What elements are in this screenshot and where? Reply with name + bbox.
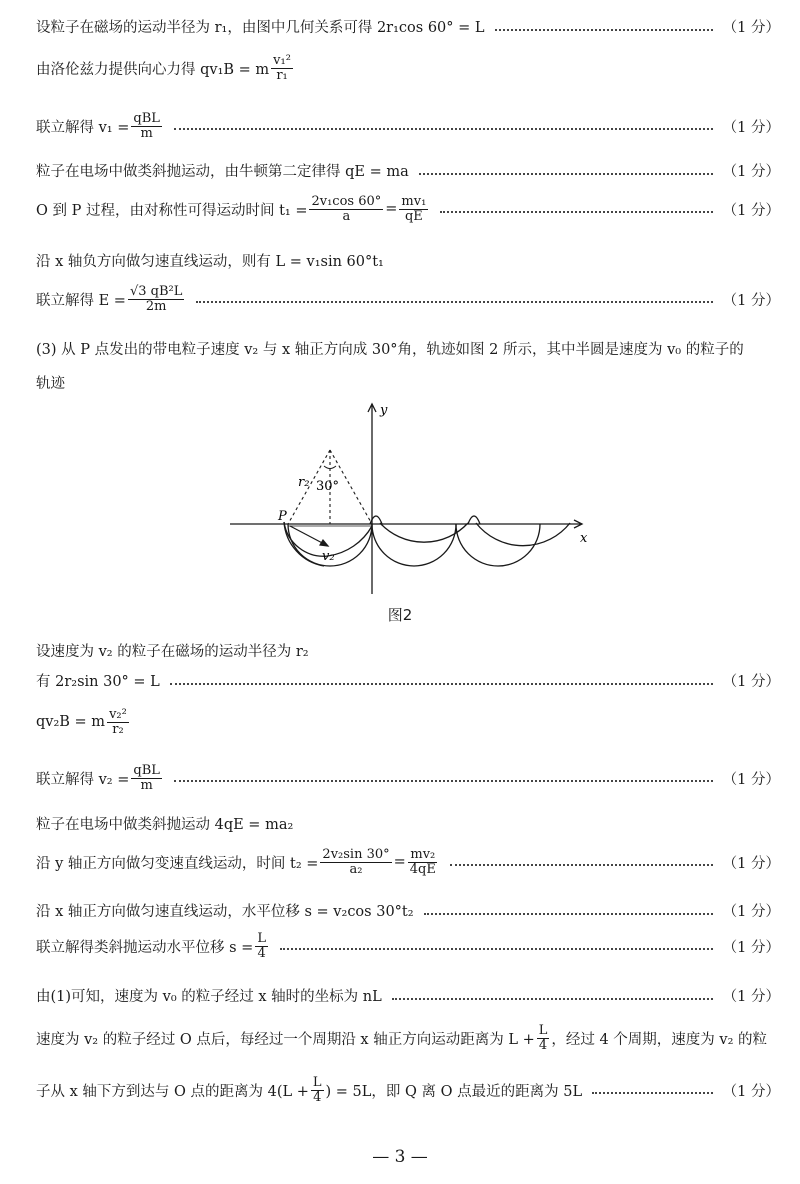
line-text: 粒子在电场中做类斜抛运动，由牛顿第二定律得 qE = ma bbox=[36, 164, 409, 180]
point-p-label: P bbox=[278, 509, 287, 524]
fraction-numerator: L bbox=[257, 931, 266, 946]
leader-dots bbox=[424, 913, 713, 915]
x-axis-label: x bbox=[580, 531, 588, 546]
line-text: 有 2r₂sin 30° = L bbox=[36, 674, 160, 690]
fraction-denominator: r₁ bbox=[276, 67, 288, 83]
solution-line-3 bbox=[36, 112, 780, 140]
line-text: 设粒子在磁场的运动半径为 r₁，由图中几何关系可得 2r₁cos 60° = L bbox=[36, 20, 485, 36]
fraction bbox=[311, 1076, 324, 1104]
fraction-denominator: 4 bbox=[257, 945, 266, 961]
leader-dots bbox=[440, 211, 712, 213]
solution-line-12 bbox=[36, 813, 780, 834]
leader-dots bbox=[495, 29, 713, 31]
score-label: （1 分） bbox=[722, 939, 780, 956]
line-text: 沿 x 轴正方向做匀速直线运动，水平位移 s = v₂cos 30°t₂ bbox=[36, 904, 414, 920]
fraction bbox=[107, 708, 129, 736]
leader-dots bbox=[592, 1092, 713, 1094]
score-label: （1 分） bbox=[722, 989, 780, 1005]
equals-sign: = bbox=[385, 201, 398, 218]
line-text: 设速度为 v₂ 的粒子在磁场的运动半径为 r₂ bbox=[36, 644, 309, 660]
leader-dots bbox=[174, 780, 713, 782]
fraction-denominator: r₂ bbox=[112, 721, 124, 737]
score-label: （1 分） bbox=[722, 904, 780, 920]
fraction-numerator: L bbox=[538, 1023, 548, 1038]
line-text: 沿 x 轴负方向做匀速直线运动，则有 L = v₁sin 60°t₁ bbox=[36, 254, 384, 270]
score-label: （1 分） bbox=[722, 1083, 780, 1100]
line-text: 由(1)可知，速度为 v₀ 的粒子经过 x 轴时的坐标为 nL bbox=[36, 989, 382, 1005]
part-3-intro: (3) 从 P 点发出的带电粒子速度 v₂ 与 x 轴正方向成 30°角，轨迹如图 2 所示，其中半圆是速度为 v₀ 的粒子的 bbox=[36, 342, 744, 358]
velocity-v2-label: v₂ bbox=[322, 549, 335, 564]
line-text: 子从 x 轴下方到达与 O 点的距离为 4(L + bbox=[36, 1083, 309, 1100]
fraction-denominator: 4 bbox=[538, 1037, 548, 1053]
solution-line-8 bbox=[36, 640, 780, 661]
fraction-numerator: mv₁ bbox=[401, 194, 427, 209]
score-label: （1 分） bbox=[722, 674, 780, 690]
line-text: 联立解得 v₂ = bbox=[36, 771, 130, 788]
fraction-denominator: a₂ bbox=[349, 861, 363, 877]
fraction-numerator: L bbox=[312, 1075, 322, 1090]
solution-line-17 bbox=[36, 1024, 780, 1052]
score-label: （1 分） bbox=[722, 164, 780, 180]
solution-line-2 bbox=[36, 54, 780, 82]
leader-dots bbox=[170, 683, 713, 685]
arc-trajectory-1 bbox=[284, 522, 324, 566]
line-text: 由洛伦兹力提供向心力得 qv₁B = m bbox=[36, 61, 270, 78]
fraction bbox=[271, 54, 293, 82]
score-label: （1 分） bbox=[722, 20, 780, 36]
y-axis-label: y bbox=[380, 403, 388, 418]
bump-2 bbox=[468, 516, 480, 524]
line-text: 粒子在电场中做类斜抛运动 4qE = ma₂ bbox=[36, 817, 294, 833]
line-text: 速度为 v₂ 的粒子经过 O 点后，每经过一个周期沿 x 轴正方向运动距离为 L + bbox=[36, 1031, 535, 1048]
part-3-intro-cont: 轨迹 bbox=[36, 376, 65, 392]
solution-line-1 bbox=[36, 16, 780, 37]
fraction-numerator: √3 qB²L bbox=[129, 284, 183, 299]
solution-line-18 bbox=[36, 1076, 780, 1104]
equals-sign: = bbox=[393, 854, 406, 871]
leader-dots bbox=[174, 128, 713, 130]
leader-dots bbox=[196, 301, 712, 303]
leader-dots bbox=[419, 173, 713, 175]
trajectory-figure bbox=[224, 396, 604, 626]
solution-line-6 bbox=[36, 250, 780, 271]
fraction bbox=[309, 195, 383, 223]
solution-line-15 bbox=[36, 932, 780, 960]
fraction bbox=[255, 932, 268, 960]
fraction bbox=[128, 285, 184, 313]
solution-line-16 bbox=[36, 985, 780, 1006]
page-number: — 3 — bbox=[372, 1147, 428, 1167]
fraction bbox=[408, 848, 438, 876]
leader-dots bbox=[280, 948, 713, 950]
fraction-denominator: 4 bbox=[313, 1089, 322, 1105]
fraction bbox=[399, 195, 428, 223]
line-text: 联立解得 v₁ = bbox=[36, 119, 130, 136]
fraction bbox=[131, 112, 162, 140]
semicircle-trajectory-2 bbox=[372, 524, 456, 566]
fraction-denominator: qE bbox=[404, 208, 423, 224]
fraction-numerator: qBL bbox=[133, 763, 160, 778]
fraction bbox=[131, 764, 162, 792]
fraction-denominator: 4qE bbox=[409, 861, 436, 877]
solution-line-7 bbox=[36, 285, 780, 313]
fraction-numerator: mv₂ bbox=[410, 847, 436, 862]
fraction-numerator: 2v₂sin 30° bbox=[322, 847, 390, 862]
solution-line-11 bbox=[36, 764, 780, 792]
fraction-numerator: 2v₁cos 60° bbox=[311, 194, 382, 209]
fraction-numerator: v₁² bbox=[273, 53, 291, 68]
score-label: （1 分） bbox=[722, 292, 780, 309]
solution-line-9 bbox=[36, 670, 780, 691]
fraction-denominator: a bbox=[342, 208, 351, 224]
fraction-numerator: qBL bbox=[133, 111, 160, 126]
radius-r2-label: r₂ bbox=[298, 475, 310, 490]
solution-line-13 bbox=[36, 848, 780, 876]
line-text: 联立解得类斜抛运动水平位移 s = bbox=[36, 939, 254, 956]
line-text: O 到 P 过程，由对称性可得运动时间 t₁ = bbox=[36, 202, 308, 219]
score-label: （1 分） bbox=[722, 202, 780, 219]
fraction bbox=[537, 1024, 550, 1052]
score-label: （1 分） bbox=[722, 771, 780, 788]
figure-caption: 图2 bbox=[387, 606, 413, 624]
solution-line-4 bbox=[36, 160, 780, 181]
line-text: 沿 y 轴正方向做匀变速直线运动，时间 t₂ = bbox=[36, 855, 319, 872]
fraction-numerator: v₂² bbox=[109, 707, 127, 722]
fraction-denominator: m bbox=[140, 777, 153, 793]
angle-30-label: 30° bbox=[316, 479, 340, 494]
score-label: （1 分） bbox=[722, 119, 780, 136]
fraction-denominator: m bbox=[140, 125, 153, 141]
angle-mark bbox=[324, 466, 336, 469]
solution-line-14 bbox=[36, 900, 780, 921]
solution-line-5 bbox=[36, 195, 780, 223]
solution-line-10 bbox=[36, 708, 780, 736]
line-text-cont: ，经过 4 个周期，速度为 v₂ 的粒 bbox=[551, 1031, 768, 1048]
line-text: qv₂B = m bbox=[36, 714, 106, 731]
leader-dots bbox=[392, 998, 713, 1000]
score-label: （1 分） bbox=[722, 855, 780, 872]
fraction bbox=[320, 848, 391, 876]
line-text: 联立解得 E = bbox=[36, 292, 126, 309]
velocity-v2-arrowhead bbox=[320, 540, 328, 546]
fraction-denominator: 2m bbox=[145, 298, 167, 314]
line-text-cont: ) = 5L，即 Q 离 O 点最近的距离为 5L bbox=[325, 1083, 583, 1100]
leader-dots bbox=[450, 864, 713, 866]
arc-trajectory-4 bbox=[476, 523, 570, 546]
